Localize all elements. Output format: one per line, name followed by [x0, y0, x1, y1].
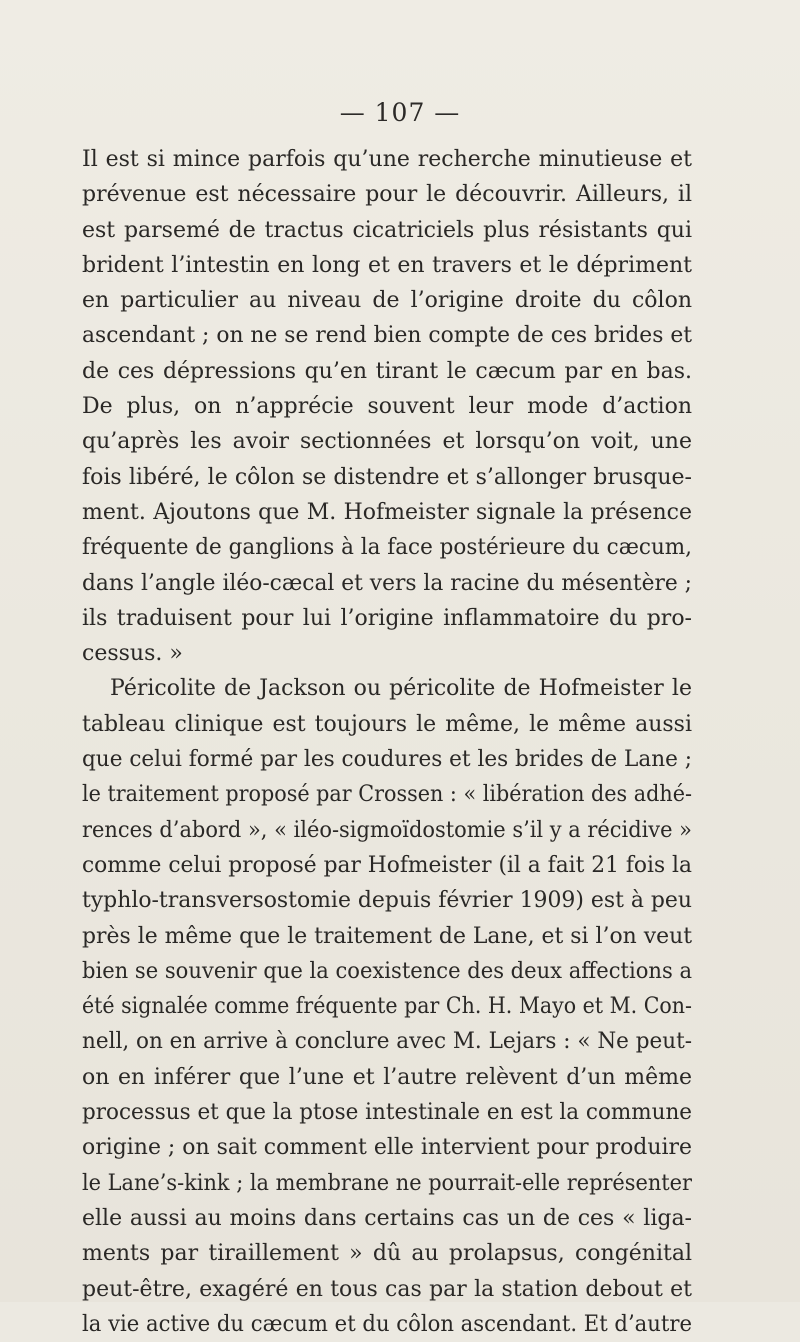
- text-line: on en inférer que l’une et l’autre relèvent d’un même: [82, 1064, 692, 1090]
- text-line: prévenue est nécessaire pour le découvrir. Ailleurs, il: [82, 182, 692, 208]
- text-line: fréquente de ganglions à la face postérieure du cæcum,: [82, 535, 692, 561]
- paragraph-start-line: Péricolite de Jackson ou péricolite de Hofmeister le: [110, 676, 692, 702]
- text-line: été signalée comme fréquente par Ch. H. Mayo et M. Con-: [82, 994, 692, 1020]
- text-line: qu’après les avoir sectionnées et lorsqu’on voit, une: [82, 429, 692, 455]
- text-line: dans l’angle iléo-cæcal et vers la racine du mésentère ;: [82, 570, 693, 596]
- text-line: de ces dépressions qu’en tirant le cæcum par en bas.: [82, 358, 692, 384]
- text-line: ments par tiraillement » dû au prolapsus, congénital: [82, 1241, 692, 1267]
- text-line: origine ; on sait comment elle intervient pour produire: [82, 1135, 693, 1161]
- text-line: ils traduisent pour lui l’origine inflammatoire du pro-: [82, 605, 692, 631]
- text-line: fois libéré, le côlon se distendre et s’allonger brusque-: [82, 464, 692, 490]
- text-line: ascendant ; on ne se rend bien compte de ces brides et: [82, 323, 692, 349]
- page-number: — 107 —: [339, 98, 461, 127]
- text-line: comme celui proposé par Hofmeister (il a fait 21 fois la: [82, 852, 692, 878]
- text-line: près le même que le traitement de Lane, et si l’on veut: [82, 923, 693, 949]
- text-line: bien se souvenir que la coexistence des deux affections a: [82, 958, 692, 984]
- text-line: elle aussi au moins dans certains cas un de ces « liga-: [82, 1205, 692, 1231]
- text-line: rences d’abord », « iléo-sigmoïdostomie s’il y a récidive »: [82, 817, 692, 843]
- body-text: [82, 142, 692, 1342]
- text-line: le traitement proposé par Crossen : « libération des adhé-: [82, 782, 692, 808]
- text-line: peut-être, exagéré en tous cas par la station debout et: [82, 1276, 692, 1302]
- text-line: Il est si mince parfois qu’une recherche minutieuse et: [82, 147, 692, 172]
- text-line: cessus. »: [82, 641, 183, 667]
- text-line: en particulier au niveau de l’origine droite du côlon: [82, 288, 692, 314]
- text-line: que celui formé par les coudures et les brides de Lane ;: [82, 747, 692, 773]
- text-line: nell, on en arrive à conclure avec M. Lejars : « Ne peut-: [82, 1029, 693, 1055]
- text-line: est parsemé de tractus cicatriciels plus résistants qui: [82, 217, 692, 243]
- text-line: tableau clinique est toujours le même, le même aussi: [82, 711, 692, 737]
- text-line: ment. Ajoutons que M. Hofmeister signale la présence: [82, 499, 692, 525]
- text-line: processus et que la ptose intestinale en est la commune: [82, 1100, 693, 1126]
- text-line: la vie active du cæcum et du côlon ascendant. Et d’autre: [82, 1311, 693, 1337]
- text-line: typhlo-transversostomie depuis février 1909) est à peu: [82, 888, 693, 914]
- text-line: De plus, on n’apprécie souvent leur mode d’action: [82, 394, 692, 420]
- text-line: le Lane’s-kink ; la membrane ne pourrait-elle représenter: [82, 1170, 692, 1196]
- text-line: brident l’intestin en long et en travers et le dépriment: [82, 252, 692, 278]
